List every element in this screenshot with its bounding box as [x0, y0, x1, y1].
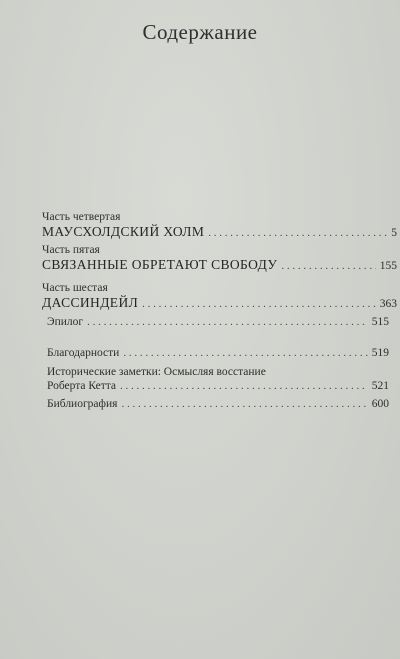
part-label: Часть четвертая	[42, 211, 121, 223]
toc-entry[interactable]	[47, 347, 389, 359]
entry-title-line2: Роберта Кетта	[47, 380, 117, 392]
toc-epilogue	[47, 316, 389, 328]
toc-entry[interactable]	[47, 380, 389, 392]
part-label: Часть пятая	[42, 244, 100, 256]
dot-leader	[87, 316, 368, 328]
toc-part-four	[42, 210, 397, 240]
dot-leader	[142, 298, 376, 310]
page-number: 519	[371, 347, 389, 359]
toc-entry[interactable]	[42, 295, 397, 311]
page-number: 155	[379, 260, 397, 272]
dot-leader	[121, 398, 367, 410]
dot-leader	[120, 380, 368, 392]
page-number: 600	[371, 398, 389, 410]
toc-entry[interactable]	[47, 316, 389, 328]
toc-entry[interactable]	[42, 257, 397, 273]
entry-title: МАУСХОЛДСКИЙ ХОЛМ	[42, 224, 205, 239]
toc-entry[interactable]	[47, 398, 389, 410]
page-number: 363	[379, 298, 397, 310]
entry-title: Библиография	[47, 398, 118, 410]
part-label: Часть шестая	[42, 282, 108, 294]
page-title: Содержание	[142, 20, 258, 44]
page-number: 521	[371, 380, 389, 392]
page-number: 5	[391, 227, 397, 239]
toc-part-six	[42, 281, 397, 311]
entry-title-line1: Исторические заметки: Осмысляя восстание	[47, 366, 266, 378]
dot-leader	[208, 227, 387, 239]
toc-bibliography	[47, 398, 389, 410]
toc-acknowledgements	[47, 347, 389, 359]
page-number: 515	[371, 316, 389, 328]
dot-leader	[123, 347, 367, 359]
toc-part-five	[42, 243, 397, 273]
entry-title: Благодарности	[47, 347, 120, 359]
toc-historical-notes	[47, 365, 389, 392]
entry-title: СВЯЗАННЫЕ ОБРЕТАЮТ СВОБОДУ	[42, 257, 278, 272]
toc-entry[interactable]	[42, 224, 397, 240]
entry-title: ДАССИНДЕЙЛ	[42, 295, 139, 310]
entry-title: Эпилог	[47, 316, 84, 328]
dot-leader	[281, 260, 375, 272]
